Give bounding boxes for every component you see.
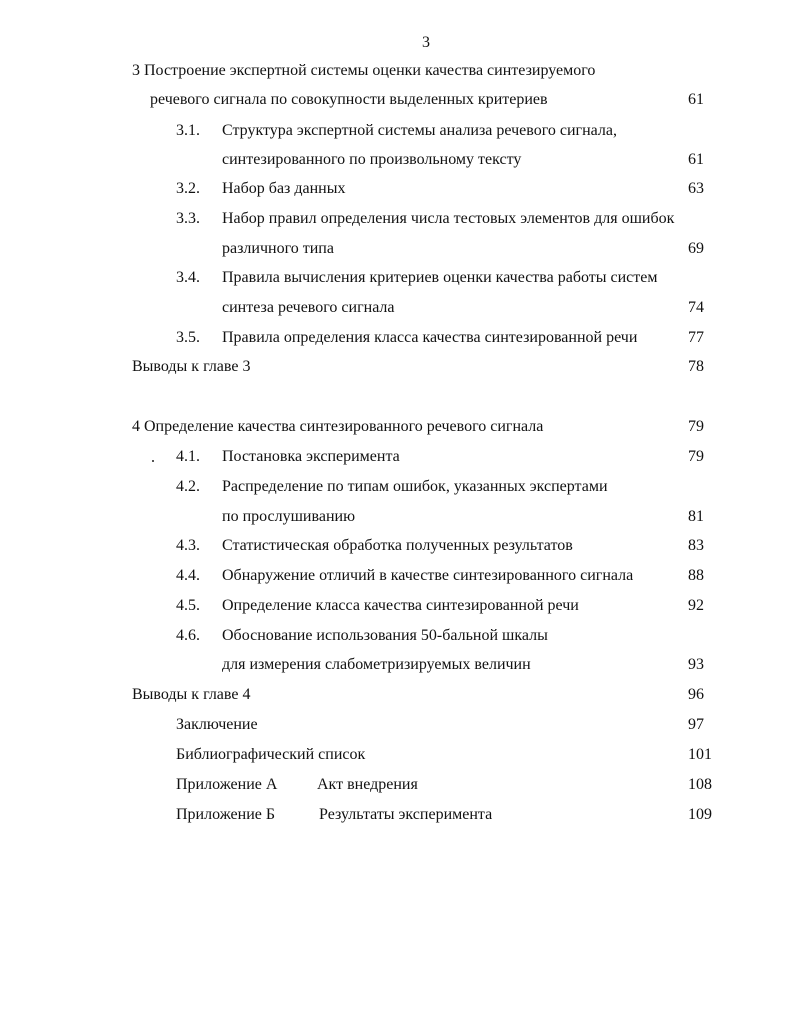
section-title: Правила вычисления критериев оценки качества работы систем <box>222 269 658 286</box>
section-number: 3.2. <box>176 180 200 197</box>
chapter3-title-line2: речевого сигнала по совокупности выделенных критериев <box>150 91 548 108</box>
appendix-a-title: Акт внедрения <box>317 776 418 793</box>
section-number: 4.5. <box>176 597 200 614</box>
conclusion-page: 97 <box>688 716 704 733</box>
chapter4-conclusions-page: 96 <box>688 686 704 703</box>
section-title-cont: синтезированного по произвольному тексту <box>222 151 522 168</box>
section-title: Набор правил определения числа тестовых элементов для ошибок <box>222 210 675 227</box>
section-number: 3.1. <box>176 122 200 139</box>
section-title-cont: по прослушиванию <box>222 508 356 525</box>
section-title: Обоснование использования 50-бальной шкалы <box>222 627 548 644</box>
section-page: 92 <box>688 597 704 614</box>
section-page: 93 <box>688 656 704 673</box>
section-page: 83 <box>688 537 704 554</box>
section-number: 3.4. <box>176 269 200 286</box>
section-title: Статистическая обработка полученных результатов <box>222 537 573 554</box>
bibliography-page: 101 <box>688 746 712 763</box>
section-page: 79 <box>688 448 704 465</box>
section-number: 4.6. <box>176 627 200 644</box>
section-title: Правила определения класса качества синтезированной речи <box>222 329 638 346</box>
chapter4-title: 4 Определение качества синтезированного речевого сигнала <box>132 418 544 435</box>
section-title-cont: различного типа <box>222 240 334 257</box>
section-page: 69 <box>688 240 704 257</box>
section-page: 63 <box>688 180 704 197</box>
section-title: Постановка эксперимента <box>222 448 400 465</box>
section-number: 3.5. <box>176 329 200 346</box>
section-title: Определение класса качества синтезированной речи <box>222 597 579 614</box>
section-title: Структура экспертной системы анализа речевого сигнала, <box>222 122 617 139</box>
page-number: 3 <box>422 34 430 51</box>
appendix-b-page: 109 <box>688 806 712 823</box>
section-number: 4.1. <box>176 448 200 465</box>
chapter3-conclusions: Выводы к главе 3 <box>132 358 251 375</box>
appendix-a-page: 108 <box>688 776 712 793</box>
section-page: 77 <box>688 329 704 346</box>
appendix-a-label: Приложение А <box>176 776 278 793</box>
chapter3-page: 61 <box>688 91 704 108</box>
section-page: 88 <box>688 567 704 584</box>
scan-speck <box>152 460 154 462</box>
section-title: Обнаружение отличий в качестве синтезированного сигнала <box>222 567 634 584</box>
section-number: 3.3. <box>176 210 200 227</box>
appendix-b-title: Результаты эксперимента <box>319 806 493 823</box>
section-page: 61 <box>688 151 704 168</box>
bibliography-entry: Библиографический список <box>176 746 366 763</box>
section-title-cont: для измерения слабометризируемых величин <box>222 656 531 673</box>
section-title-cont: синтеза речевого сигнала <box>222 299 395 316</box>
section-page: 74 <box>688 299 704 316</box>
chapter4-page: 79 <box>688 418 704 435</box>
chapter3-title-line1: 3 Построение экспертной системы оценки качества синтезируемого <box>132 62 596 79</box>
chapter3-conclusions-page: 78 <box>688 358 704 375</box>
section-page: 81 <box>688 508 704 525</box>
conclusion-entry: Заключение <box>176 716 258 733</box>
appendix-b-label: Приложение Б <box>176 806 276 823</box>
section-title: Набор баз данных <box>222 180 346 197</box>
section-number: 4.2. <box>176 478 200 495</box>
section-number: 4.4. <box>176 567 200 584</box>
chapter4-conclusions: Выводы к главе 4 <box>132 686 251 703</box>
section-number: 4.3. <box>176 537 200 554</box>
section-title: Распределение по типам ошибок, указанных экспертами <box>222 478 608 495</box>
